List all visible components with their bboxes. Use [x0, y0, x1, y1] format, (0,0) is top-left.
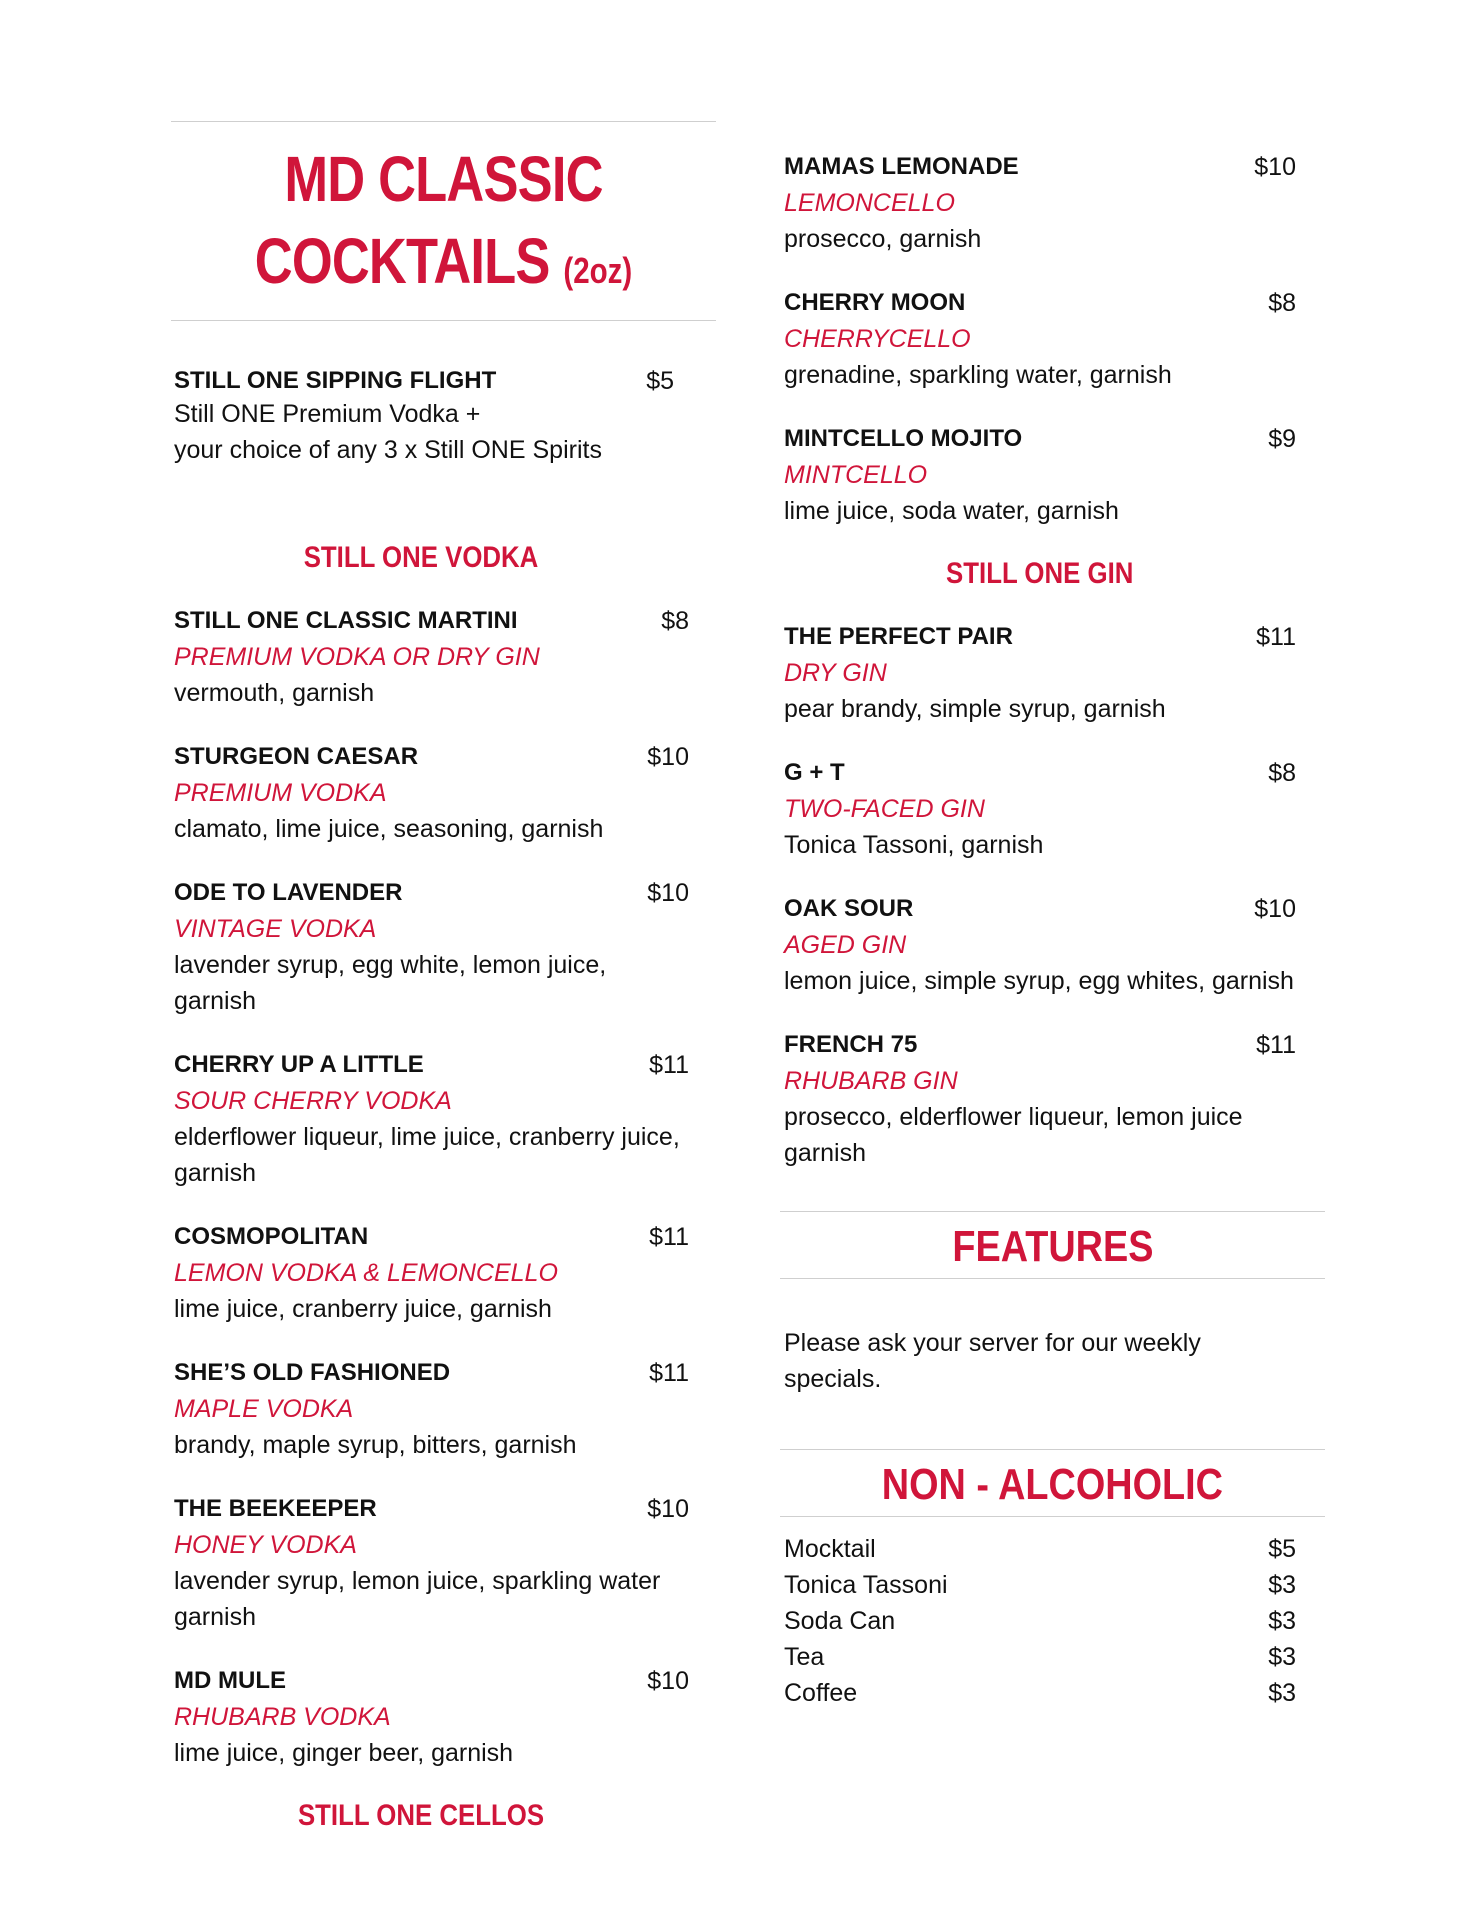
section-heading-gin: STILL ONE GIN [946, 557, 1134, 590]
menu-item [174, 603, 689, 711]
non-alcoholic-heading-box [780, 1449, 1325, 1517]
na-item-name: Mocktail [784, 1535, 876, 1563]
item-name: FRENCH 75 [784, 1031, 918, 1058]
item-price: $8 [1268, 289, 1296, 317]
item-spirit: RHUBARB GIN [784, 1067, 958, 1095]
features-heading: FEATURES [951, 1222, 1154, 1271]
item-spirit: MINTCELLO [784, 461, 928, 489]
non-alcoholic-item [784, 1639, 1296, 1675]
na-item-name: Tonica Tassoni [784, 1571, 948, 1599]
features-text: Please ask your server for our weekly specials. [784, 1329, 1201, 1393]
section-heading-cellos: STILL ONE CELLOS [297, 1799, 545, 1832]
item-price: $10 [647, 1495, 689, 1523]
na-item-name: Soda Can [784, 1607, 896, 1635]
menu-item [174, 1219, 689, 1327]
na-item-price: $3 [1268, 1607, 1296, 1635]
title-size: (2oz) [563, 250, 633, 291]
item-desc: elderflower liqueur, lime juice, cranberry juice, garnish [174, 1123, 680, 1187]
item-price: $11 [1256, 1031, 1296, 1059]
non-alcoholic-list [780, 1531, 1296, 1711]
item-spirit: SOUR CHERRY VODKA [174, 1087, 452, 1115]
menu-item [784, 755, 1296, 863]
item-price: $11 [649, 1359, 689, 1387]
na-item-name: Coffee [784, 1679, 858, 1707]
na-item-price: $3 [1268, 1679, 1296, 1707]
item-name: THE BEEKEEPER [174, 1495, 377, 1522]
menu-item [784, 891, 1296, 999]
item-spirit: VINTAGE VODKA [174, 915, 377, 943]
menu-title [171, 121, 716, 321]
item-name: ODE TO LAVENDER [174, 879, 403, 906]
item-price: $10 [1254, 895, 1296, 923]
non-alcoholic-item [784, 1603, 1296, 1639]
na-item-price: $3 [1268, 1643, 1296, 1671]
item-name: COSMOPOLITAN [174, 1223, 369, 1250]
item-spirit: PREMIUM VODKA OR DRY GIN [174, 643, 540, 671]
item-name: CHERRY MOON [784, 289, 966, 316]
menu-item [174, 1491, 689, 1635]
title-line-2 [220, 220, 667, 312]
item-desc: lime juice, cranberry juice, garnish [174, 1295, 552, 1323]
gin-list [780, 619, 1296, 1171]
item-desc: lime juice, soda water, garnish [784, 497, 1119, 525]
title-line-2-text: COCKTAILS [254, 225, 550, 297]
item-price: $11 [649, 1051, 689, 1079]
item-price: $10 [647, 743, 689, 771]
item-desc: prosecco, garnish [784, 225, 982, 253]
menu-item [174, 1047, 689, 1191]
item-name: MAMAS LEMONADE [784, 153, 1019, 180]
menu-item [784, 285, 1296, 393]
item-price: $9 [1268, 425, 1296, 453]
right-column [780, 121, 1325, 1711]
item-desc: pear brandy, simple syrup, garnish [784, 695, 1166, 723]
item-desc: clamato, lime juice, seasoning, garnish [174, 815, 604, 843]
title-line-1: MD CLASSIC [284, 143, 603, 215]
flight-name: STILL ONE SIPPING FLIGHT [174, 367, 497, 394]
item-price: $11 [649, 1223, 689, 1251]
item-desc: brandy, maple syrup, bitters, garnish [174, 1431, 577, 1459]
item-spirit: LEMONCELLO [784, 189, 955, 217]
menu-item [784, 149, 1296, 257]
menu-item [174, 875, 689, 1019]
item-spirit: TWO-FACED GIN [784, 795, 985, 823]
na-item-price: $5 [1268, 1535, 1296, 1563]
item-name: G + T [784, 759, 845, 786]
item-spirit: LEMON VODKA & LEMONCELLO [174, 1259, 558, 1287]
na-item-name: Tea [784, 1643, 825, 1671]
item-desc: lime juice, ginger beer, garnish [174, 1739, 514, 1767]
item-desc: lavender syrup, egg white, lemon juice, garnish [174, 951, 607, 1015]
non-alcoholic-heading: NON - ALCOHOLIC [881, 1460, 1224, 1509]
flight-price: $5 [646, 367, 674, 395]
item-spirit: MAPLE VODKA [174, 1395, 354, 1423]
section-heading-vodka: STILL ONE VODKA [303, 541, 539, 574]
na-item-price: $3 [1268, 1571, 1296, 1599]
item-spirit: CHERRYCELLO [784, 325, 971, 353]
item-desc: vermouth, garnish [174, 679, 375, 707]
left-column [171, 121, 716, 1833]
item-desc: lemon juice, simple syrup, egg whites, garnish [784, 967, 1294, 995]
item-price: $11 [1256, 623, 1296, 651]
item-name: SHE’S OLD FASHIONED [174, 1359, 451, 1386]
item-name: STILL ONE CLASSIC MARTINI [174, 607, 518, 634]
flight-item [171, 367, 674, 468]
menu-item [174, 1663, 689, 1771]
item-desc: Tonica Tassoni, garnish [784, 831, 1044, 859]
item-desc: grenadine, sparkling water, garnish [784, 361, 1172, 389]
item-price: $10 [647, 1667, 689, 1695]
cellos-list [780, 149, 1296, 529]
item-name: OAK SOUR [784, 895, 914, 922]
item-desc: prosecco, elderflower liqueur, lemon juice garnish [784, 1103, 1243, 1167]
menu-item [784, 619, 1296, 727]
item-name: MINTCELLO MOJITO [784, 425, 1023, 452]
non-alcoholic-item [784, 1675, 1296, 1711]
non-alcoholic-item [784, 1567, 1296, 1603]
item-name: STURGEON CAESAR [174, 743, 419, 770]
menu-item [174, 739, 689, 847]
item-spirit: PREMIUM VODKA [174, 779, 387, 807]
item-price: $8 [1268, 759, 1296, 787]
item-desc: lavender syrup, lemon juice, sparkling water garnish [174, 1567, 661, 1631]
item-spirit: AGED GIN [784, 931, 907, 959]
menu-item [784, 421, 1296, 529]
item-spirit: HONEY VODKA [174, 1531, 357, 1559]
item-spirit: RHUBARB VODKA [174, 1703, 391, 1731]
item-price: $10 [647, 879, 689, 907]
features-heading-box [780, 1211, 1325, 1279]
item-price: $8 [661, 607, 689, 635]
flight-desc-line-2: your choice of any 3 x Still ONE Spirits [174, 436, 602, 464]
vodka-list [171, 603, 689, 1771]
item-spirit: DRY GIN [784, 659, 887, 687]
menu-item [174, 1355, 689, 1463]
item-name: CHERRY UP A LITTLE [174, 1051, 424, 1078]
item-price: $10 [1254, 153, 1296, 181]
menu-item [784, 1027, 1296, 1171]
item-name: THE PERFECT PAIR [784, 623, 1013, 650]
item-name: MD MULE [174, 1667, 286, 1694]
non-alcoholic-item [784, 1531, 1296, 1567]
flight-desc-line-1: Still ONE Premium Vodka + [174, 400, 481, 428]
